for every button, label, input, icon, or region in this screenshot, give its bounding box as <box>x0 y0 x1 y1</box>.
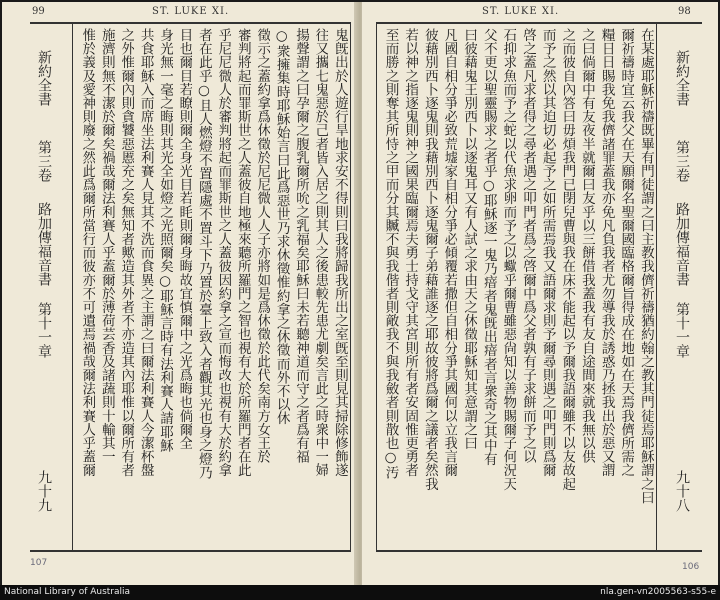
book-spread <box>2 2 718 585</box>
right-margin-chapter: 第三卷 <box>674 140 690 182</box>
right-margin-chapter-no: 第十一章 <box>674 302 690 358</box>
text-column: 彼藉別西卜逐鬼則我藉別西卜逐鬼爾子弟藉誰逐之耶故彼將爲爾之議者矣然我 <box>421 28 438 491</box>
left-margin-title: 新約全書 <box>36 50 52 106</box>
right-page <box>362 2 718 585</box>
text-column: 若以神之指逐鬼則神之國果臨爾焉夫勇士持戈守其宮則所有者安固惟更勇者 <box>402 28 419 477</box>
text-column: 身光無一毫之晦則其光全如燈之光照爾矣○耶穌言時有法利賽人請耶穌 <box>157 28 174 452</box>
text-column: 徵示之蓋約拿爲休徵於尼尼微人人子亦將如是爲休徵於此代矣南方女王於 <box>254 28 271 464</box>
text-column: 審判將起而罪斯世之人蓋彼自地極來聽所羅門之智也視有大於所羅門者在此 <box>234 28 251 477</box>
left-margin-chapter-no: 第十一章 <box>36 302 52 358</box>
text-column: 惟於義及愛神則廢之然此爲爾所當行而彼亦不可遺焉禍哉爾法利賽人乎蓋爾 <box>79 28 96 477</box>
text-column: 石抑求魚而予之蛇以代魚求卵而予之以蠍乎爾曹雖惡尙知以善物賜爾子何況天 <box>500 28 517 491</box>
right-running-title: ST. LUKE XI. <box>482 6 560 17</box>
text-column: 鬼旣出於人遊行旱地求安不得則曰我將歸我所出之室旣至則見其掃除修飾遂 <box>331 28 348 477</box>
footer-bar <box>0 585 720 600</box>
right-inner-rule <box>376 22 377 552</box>
right-bottom-rule <box>376 550 702 552</box>
text-column: 往又攜七鬼惡於己者皆入居之則其人之後患較先患尤劇矣言此之時衆中一婦 <box>312 28 329 477</box>
left-pencil-note: 107 <box>30 558 48 568</box>
text-column: 之曰倘爾中有友夜半就爾曰友乎以三餅借我蓋我有友自途間來就我無以供 <box>578 28 595 464</box>
right-page-header <box>362 6 718 20</box>
right-margin-title: 新約全書 <box>674 50 690 106</box>
right-pencil-note: 106 <box>682 562 700 572</box>
footer-source: National Library of Australia <box>4 587 131 597</box>
left-page-number: 99 <box>32 6 45 17</box>
text-column: 施濟則無不潔於爾矣禍哉爾法利賽人乎蓋爾於薄荷芸香及諸蔬則十輸其一 <box>98 28 115 464</box>
left-page <box>2 2 358 585</box>
footer-identifier: nla.gen-vn2005563-s55-e <box>600 587 716 597</box>
text-column: 凡國自相分爭必致荒墟家自相分爭必傾覆若撒但自相分爭其國何以立我言爾 <box>441 28 458 477</box>
right-top-rule <box>376 22 702 24</box>
text-column: 爾祈禱時宜云我父在天願爾名聖爾國臨格爾旨得成在地如在天焉我儕所需之 <box>618 28 635 477</box>
text-column: 啓之蓋凡求者得之尋者遇之叩門者爲之啓爾中爲父者孰有子求餅而予之以 <box>520 28 537 464</box>
right-margin-rule <box>656 22 657 552</box>
left-margin-rule <box>72 22 73 552</box>
left-margin-book: 路加傳福音書 <box>36 202 52 286</box>
text-column: 糧日日賜我免我儕諸罪蓋我亦免凡負我者尤勿導我於誘惑乃拯我出於惡又謂 <box>598 28 615 477</box>
text-column: 在某處耶穌祈禱既畢有門徒謂之曰主教我儕祈禱猶約翰之教其門徒焉耶穌謂之曰 <box>637 28 654 504</box>
text-column: 者在此乎○且人燃燈不置隱處不置斗下乃置於臺上致入者觀其光也身之燈乃 <box>195 28 212 480</box>
right-margin-page-cn: 九十八 <box>674 470 690 512</box>
text-column: 之而彼自內答曰毋煩我門已閉兒曹與我在床不能起以予爾我語爾雖不以友故起 <box>559 28 576 491</box>
text-column: 父不更以聖靈賜求之者乎○耶穌逐一鬼乃瘖者鬼旣出瘖者言衆奇之其中有 <box>480 28 497 466</box>
left-page-header <box>2 6 358 20</box>
left-outer-rule <box>350 22 351 552</box>
text-column: 曰彼藉鬼王別西卜以逐鬼耳又有人試之求由天之休徵耶穌知其意謂之曰 <box>461 28 478 450</box>
text-column: ○衆擁集時耶穌始言曰此爲惡世乃求休徵惟約拿之休徵而外不以休 <box>273 28 290 425</box>
text-column: 共食耶穌入而席坐法利賽人見其不洗而食異之主謂之曰爾法利賽人今潔杯盤 <box>137 28 154 477</box>
left-margin-page-cn: 九十九 <box>36 470 52 512</box>
text-column: 而予之然以其迫切必起予之如所需焉我又語爾求則予爾尋則遇之叩門則爲爾 <box>539 28 556 477</box>
right-margin-book: 路加傳福音書 <box>674 202 690 286</box>
text-column: 揚聲謂之曰孕爾之腹乳爾所吮之乳福矣耶穌曰未若聽神道而守之者爲有福 <box>293 28 310 464</box>
left-bottom-rule <box>30 550 351 552</box>
right-page-number: 98 <box>678 6 691 17</box>
left-margin-chapter: 第三卷 <box>36 140 52 182</box>
text-column: 至而勝之則奪其所恃之甲而分其贓不與我偕者則敵我不與我斂者則散也○汚 <box>382 28 399 480</box>
text-column: 目也爾目若瞭則爾全身光目若眊則爾身晦故宜慎爾中之光爲晦也倘爾全 <box>176 28 193 450</box>
text-column: 之外惟爾內則貪饕惡慝充之矣無知者歟造其外者不亦造其內耶惟以爾所有者 <box>118 28 135 477</box>
left-running-title: ST. LUKE XI. <box>152 6 230 17</box>
left-top-rule <box>30 22 351 24</box>
text-column: 乎尼尼微人於審判將起而罪斯世之人蓋彼因約拿之宣而悔改也視有大於約拿 <box>215 28 232 477</box>
